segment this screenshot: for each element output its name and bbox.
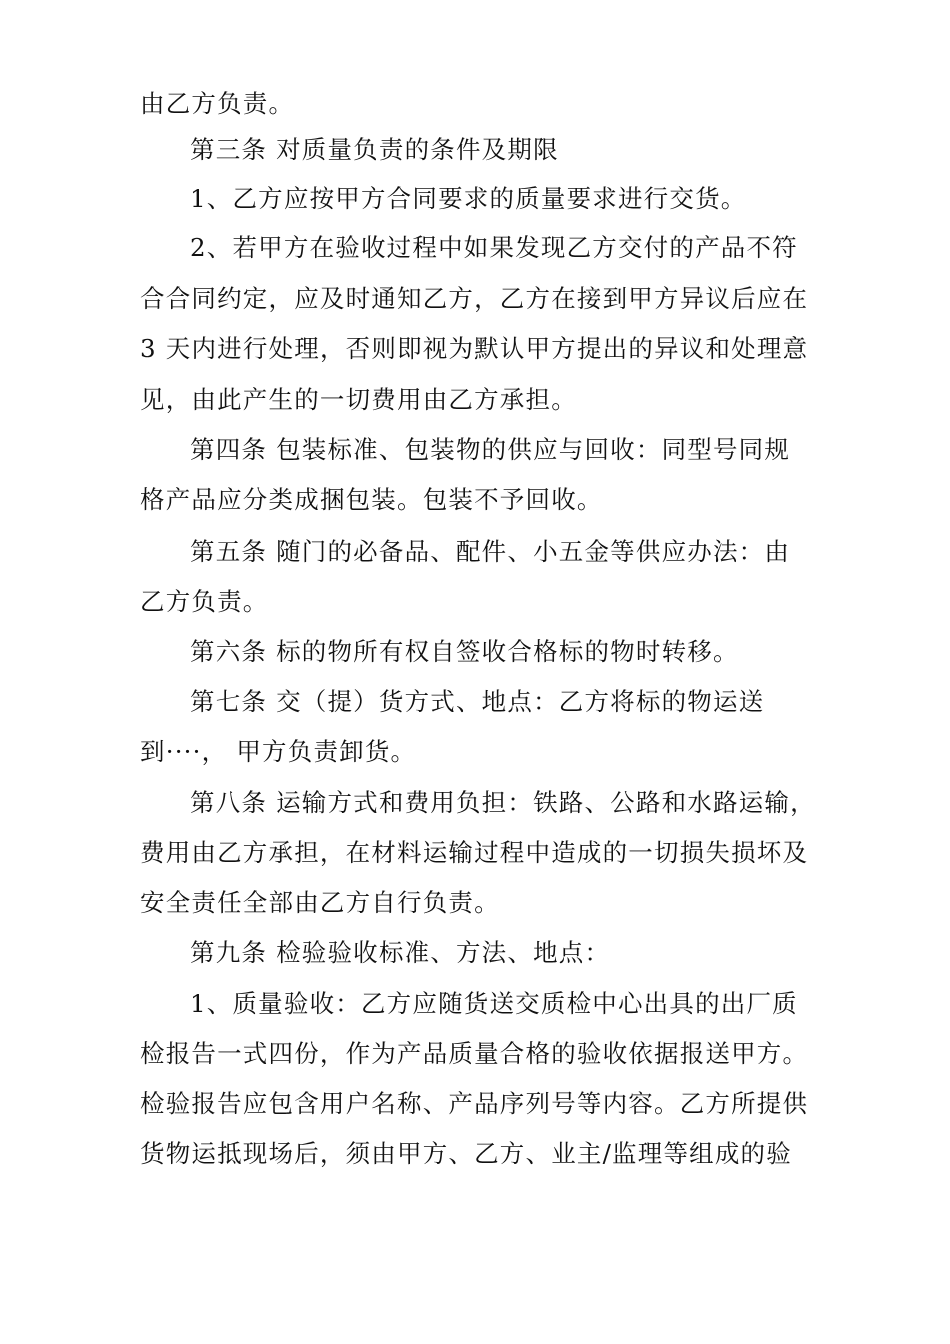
text-line: 检验报告应包含用户名称、产品序列号等内容。乙方所提供: [140, 1089, 809, 1118]
text-line: 货物运抵现场后，须由甲方、乙方、业主/监理等组成的验: [140, 1139, 792, 1168]
text-line: 乙方负责。: [140, 587, 269, 616]
article-heading: 第四条 包装标准、包装物的供应与回收：同型号同规: [190, 435, 791, 464]
text-line: 1、质量验收：乙方应随货送交质检中心出具的出厂质: [190, 989, 798, 1018]
article-heading: 第六条 标的物所有权自签收合格标的物时转移。: [190, 637, 739, 666]
article-heading: 第三条 对质量负责的条件及期限: [190, 135, 559, 164]
text-line: 费用由乙方承担，在材料运输过程中造成的一切损失损坏及: [140, 838, 809, 867]
text-line: 2、若甲方在验收过程中如果发现乙方交付的产品不符: [190, 233, 798, 262]
article-heading: 第九条 检验验收标准、方法、地点：: [190, 938, 611, 967]
text-line: 1、乙方应按甲方合同要求的质量要求进行交货。: [190, 184, 747, 213]
text-line: 到····， 甲方负责卸货。: [140, 737, 417, 766]
text-line: 由乙方负责。: [140, 89, 295, 118]
text-line: 安全责任全部由乙方自行负责。: [140, 888, 500, 917]
text-line: 3 天内进行处理，否则即视为默认甲方提出的异议和处理意: [140, 334, 809, 363]
article-heading: 第五条 随门的必备品、配件、小五金等供应办法：由: [190, 537, 791, 566]
text-line: 格产品应分类成捆包装。包装不予回收。: [140, 485, 603, 514]
article-heading: 第八条 运输方式和费用负担：铁路、公路和水路运输，: [190, 788, 816, 817]
article-heading: 第七条 交（提）货方式、地点：乙方将标的物运送: [190, 687, 765, 716]
text-line: 合合同约定，应及时通知乙方，乙方在接到甲方异议后应在: [140, 284, 809, 313]
text-line: 见，由此产生的一切费用由乙方承担。: [140, 385, 577, 414]
text-line: 检报告一式四份，作为产品质量合格的验收依据报送甲方。: [140, 1039, 809, 1068]
